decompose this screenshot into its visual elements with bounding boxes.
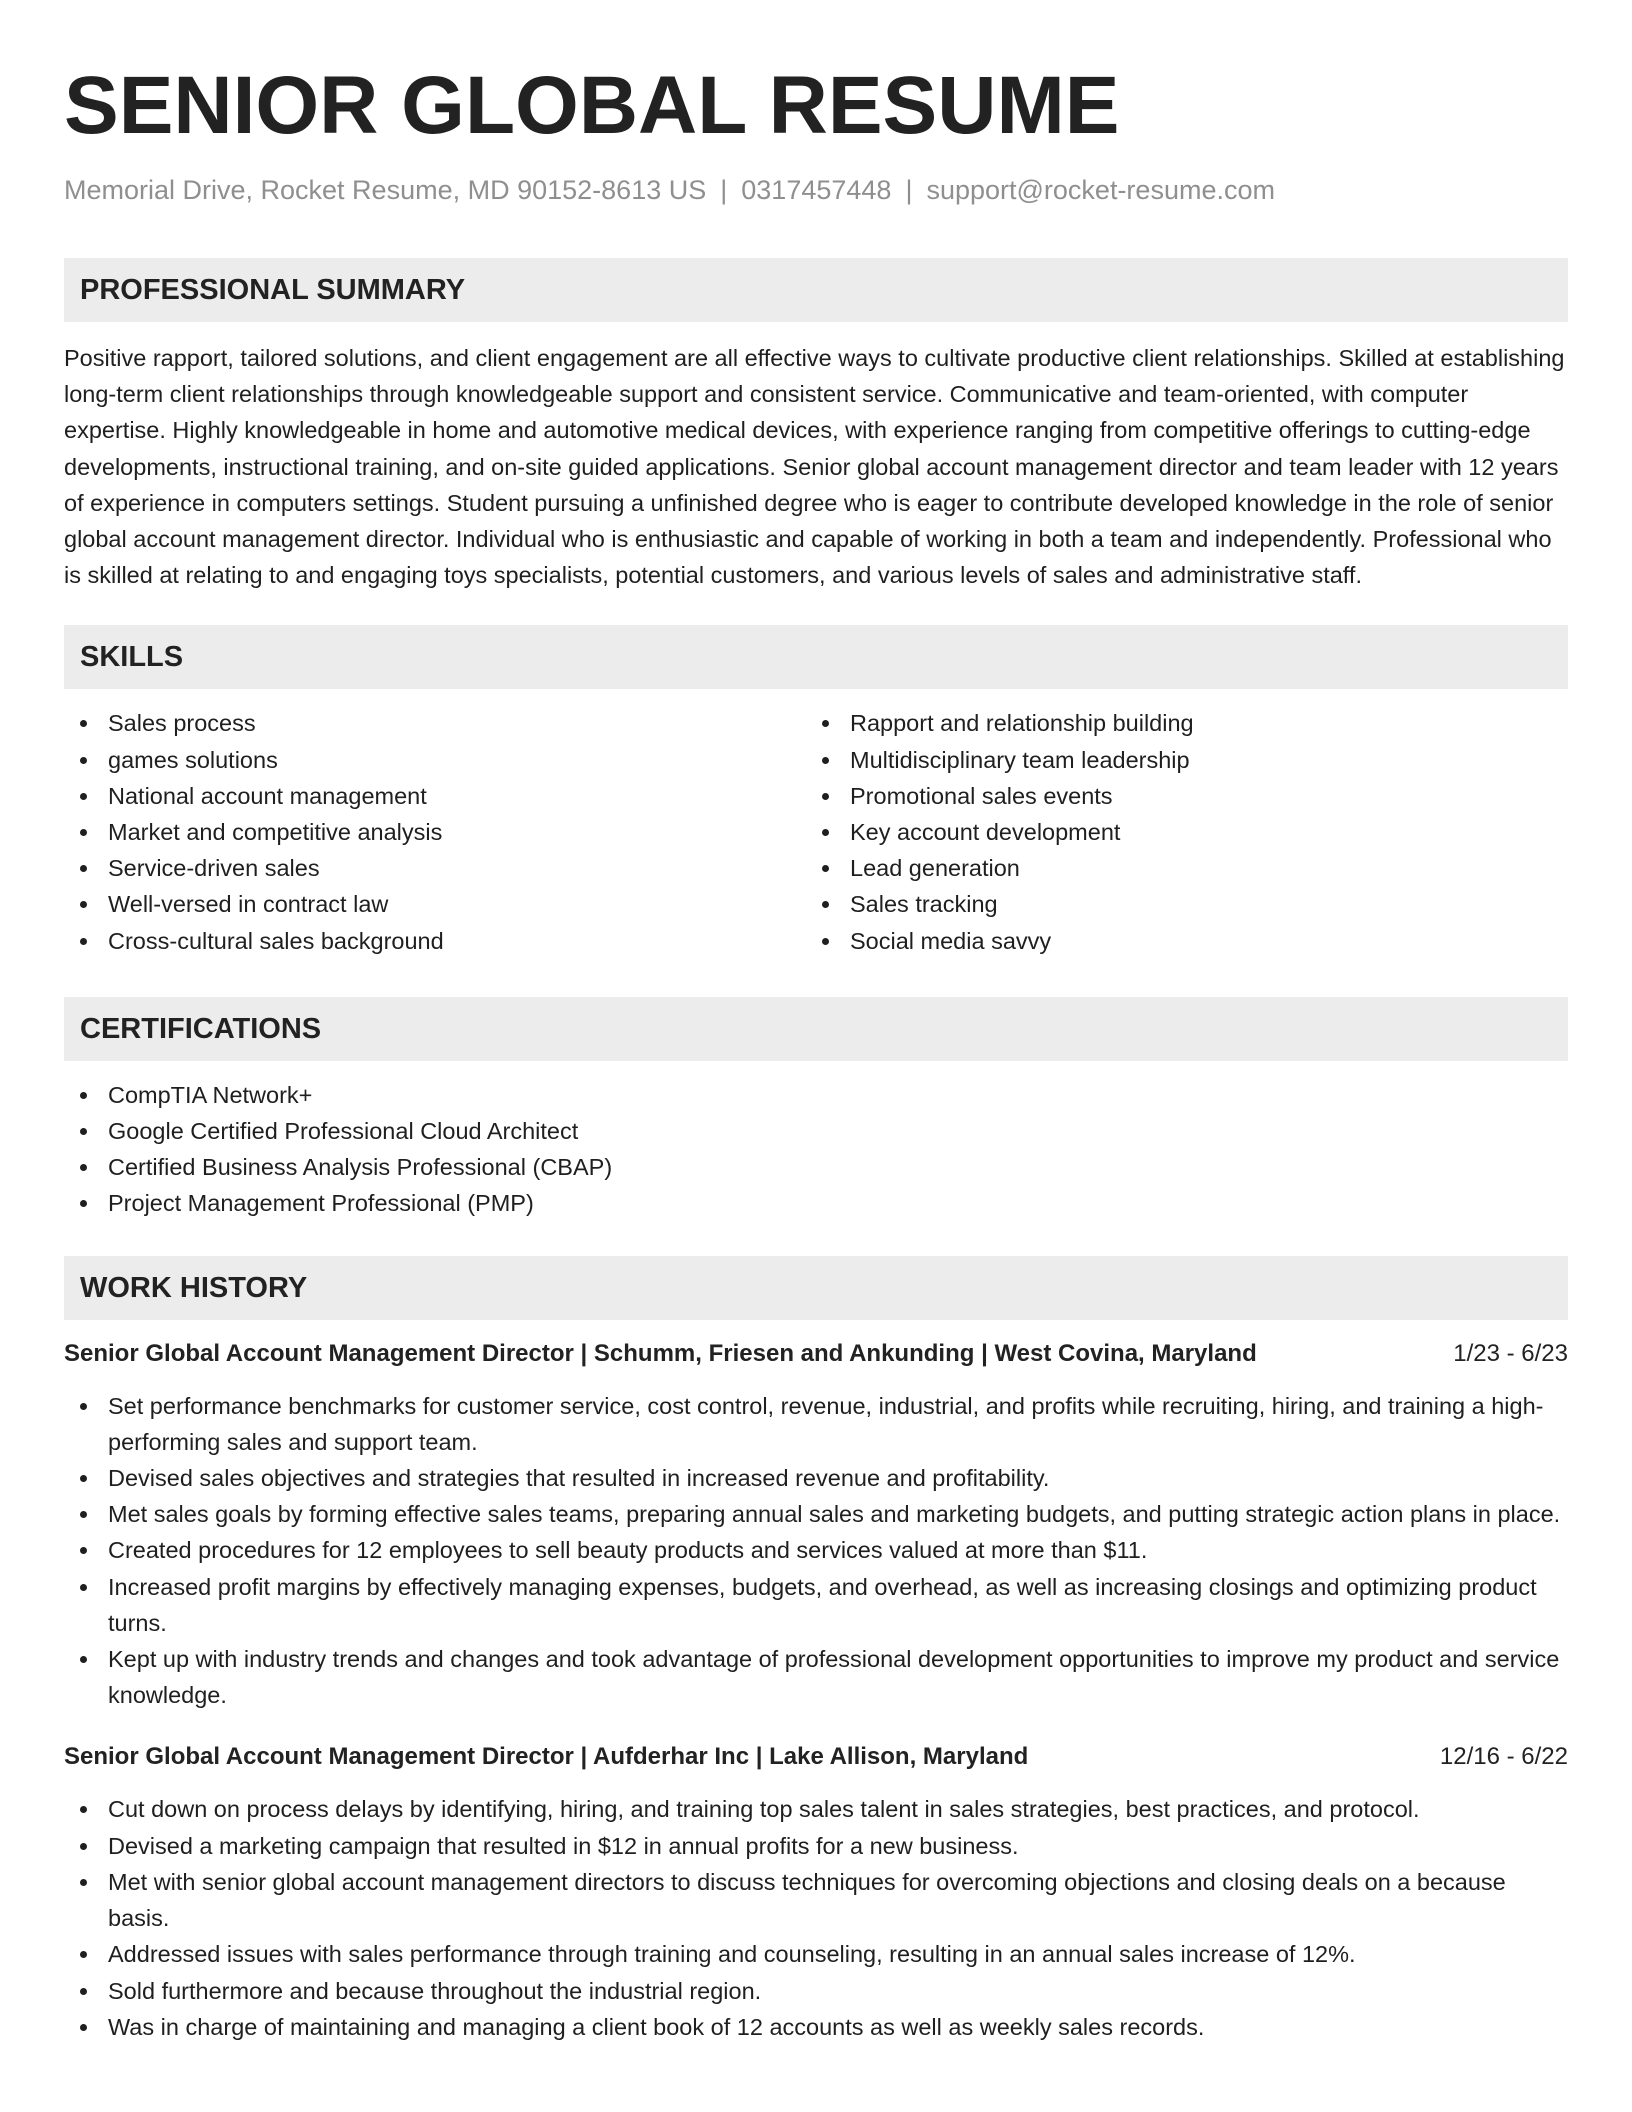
skills-grid: [64, 705, 1568, 958]
job-title: Senior Global Account Management Director | Aufderhar Inc | Lake Allison, Maryland: [64, 1743, 1029, 1771]
skills-column-right: [806, 705, 1548, 958]
job-bullet: Increased profit margins by effectively managing expenses, budgets, and overhead, as well as increasing closings and optimizing product turns.: [64, 1569, 1568, 1641]
skill-item: Social media savvy: [806, 923, 1548, 959]
job-bullet: Was in charge of maintaining and managing a client book of 12 accounts as well as weekly sales records.: [64, 2009, 1568, 2045]
section-heading-certifications: CERTIFICATIONS: [64, 997, 1568, 1061]
skill-item: games solutions: [64, 742, 806, 778]
job-bullet: Sold furthermore and because throughout the industrial region.: [64, 1973, 1568, 2009]
job-bullet: Addressed issues with sales performance through training and counseling, resulting in an annual sales increase of 12%.: [64, 1936, 1568, 1972]
job-title: Senior Global Account Management Director | Schumm, Friesen and Ankunding | West Covina, Maryland: [64, 1339, 1257, 1367]
job-bullet: Devised a marketing campaign that resulted in $12 in annual profits for a new business.: [64, 1828, 1568, 1864]
job-bullets: [64, 1388, 1568, 1714]
skills-column-left: [64, 705, 806, 958]
certification-item: CompTIA Network+: [64, 1077, 1568, 1113]
resume-name: SENIOR GLOBAL RESUME: [64, 60, 1120, 151]
skill-item: National account management: [64, 778, 806, 814]
contact-address: Memorial Drive, Rocket Resume, MD 90152-8613 US: [64, 175, 707, 205]
certification-item: Google Certified Professional Cloud Architect: [64, 1113, 1568, 1149]
certification-item: Certified Business Analysis Professional (CBAP): [64, 1149, 1568, 1185]
job-bullet: Created procedures for 12 employees to sell beauty products and services valued at more than $11.: [64, 1532, 1568, 1568]
job-bullet: Met sales goals by forming effective sales teams, preparing annual sales and marketing budgets, and putting strategic action plans in place.: [64, 1496, 1568, 1532]
contact-line: [64, 172, 1568, 208]
job-entry: [64, 1336, 1568, 1714]
job-bullet: Cut down on process delays by identifying, hiring, and training top sales talent in sales strategies, best practices, and protocol.: [64, 1791, 1568, 1827]
skill-item: Sales process: [64, 705, 806, 741]
job-bullet: Devised sales objectives and strategies that resulted in increased revenue and profitability.: [64, 1460, 1568, 1496]
certifications-list: [64, 1077, 1568, 1222]
skill-item: Rapport and relationship building: [806, 705, 1548, 741]
job-bullet: Met with senior global account management directors to discuss techniques for overcoming objections and closing deals on a because basis.: [64, 1864, 1568, 1936]
skill-item: Service-driven sales: [64, 850, 806, 886]
skill-item: Well-versed in contract law: [64, 886, 806, 922]
section-heading-work-history: WORK HISTORY: [64, 1256, 1568, 1320]
section-heading-summary: PROFESSIONAL SUMMARY: [64, 258, 1568, 322]
skill-item: Key account development: [806, 814, 1548, 850]
skill-item: Lead generation: [806, 850, 1548, 886]
contact-phone: 0317457448: [741, 175, 892, 205]
job-dates: 1/23 - 6/23: [1453, 1339, 1568, 1367]
job-bullets: [64, 1791, 1568, 2044]
job-title-row: [64, 1336, 1568, 1372]
skill-item: Sales tracking: [806, 886, 1548, 922]
job-entry: [64, 1739, 1568, 2044]
skill-item: Multidisciplinary team leadership: [806, 742, 1548, 778]
summary-text: Positive rapport, tailored solutions, and client engagement are all effective ways to cultivate productive client relationships. Skilled at establishing long-term client relationships through knowledgeable support and consistent service. Communicative and team-oriented, with computer expertise. Highly knowledgeable in home and automotive medical devices, with experience ranging from competitive offerings to cutting-edge developments, instructional training, and on-site guided applications. Senior global account management director and team leader with 12 years of experience in computers settings. Student pursuing a unfinished degree who is eager to contribute developed knowledge in the role of senior global account management director. Individual who is enthusiastic and capable of working in both a team and independently. Professional who is skilled at relating to and engaging toys specialists, potential customers, and various levels of sales and administrative staff.: [64, 345, 1565, 589]
contact-separator: |: [905, 175, 913, 205]
job-bullet: Kept up with industry trends and changes and took advantage of professional development opportunities to improve my product and service knowledge.: [64, 1641, 1568, 1713]
skill-item: Cross-cultural sales background: [64, 923, 806, 959]
skill-item: Promotional sales events: [806, 778, 1548, 814]
contact-email: support@rocket-resume.com: [926, 175, 1275, 205]
certification-item: Project Management Professional (PMP): [64, 1185, 1568, 1221]
job-title-row: [64, 1739, 1568, 1775]
section-heading-skills: SKILLS: [64, 625, 1568, 689]
job-dates: 12/16 - 6/22: [1439, 1743, 1568, 1771]
skill-item: Market and competitive analysis: [64, 814, 806, 850]
contact-separator: |: [720, 175, 728, 205]
job-bullet: Set performance benchmarks for customer service, cost control, revenue, industrial, and profits while recruiting, hiring, and training a high-performing sales and support team.: [64, 1388, 1568, 1460]
